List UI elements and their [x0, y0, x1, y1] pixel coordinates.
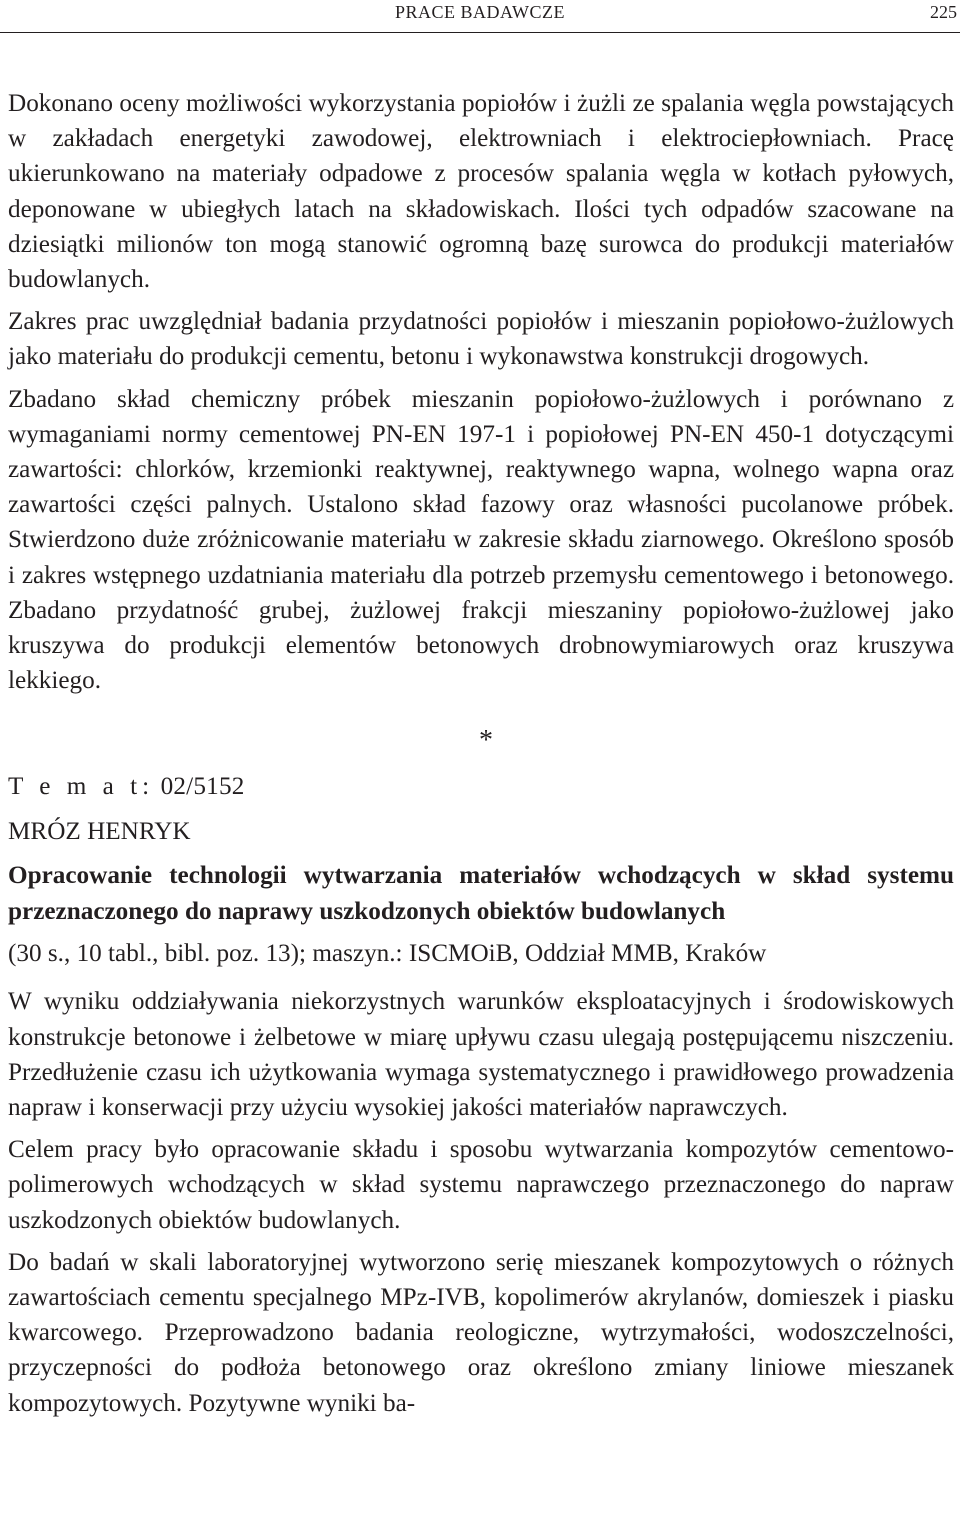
entry-paragraph-3: Do badań w skali laboratoryjnej wytworzono serię mieszanek kompozytowych o różnych zawartościach cementu specjalnego MPz-IVB, kopolimerów akrylanów, domieszek i piasku kwarcowego. Przeprowadzono badania reologiczne, wytrzymałości, wodoszczelności, przyczepności do podłoża betonowego oraz określono zmiany liniowe mieszanek kompozytowych. Pozytywne wyniki ba-: [8, 1248, 954, 1417]
topic-line: [8, 764, 954, 810]
author-name: MRÓZ HENRYK: [8, 818, 191, 846]
running-title: PRACE BADAWCZE: [394, 2, 566, 22]
intro-paragraph-3: Zbadano skład chemiczny próbek mieszanin popiołowo-żużlowych i porównano z wymaganiami normy cementowej PN-EN 197-1 i popiołowej PN-EN 450-1 dotyczącymi zawartości: chlorków, krzemionki reaktywnej, reaktywnego wapna, wolnego wapna oraz zawartości części palnych. Ustalono skład fazowy oraz własności pucolanowe próbek. Stwierdzono duże zróżnicowanie materiału w zakresie składu ziarnowego. Określono sposób i zakres wstępnego uzdatniania materiału dla potrzeb przemysłu cementowego i betonowego. Zbadano przydatność grubej, żużlowej frakcji mieszaniny popiołowo-żużlowej jako kruszywa do produkcji elementów betonowych drobnowymiarowych oraz kruszywa lekkiego.: [8, 385, 954, 695]
page-number: 225: [930, 2, 957, 22]
entry-paragraph-1: W wyniku oddziaływania niekorzystnych warunków eksploatacyjnych i środowiskowych konstrukcje betonowe i żelbetowe w miarę upływu czasu ulegają postępującemu niszczeniu. Przedłużenie czasu ich użytkowania wymaga systematycznego i prawidłowego prowadzenia napraw i konserwacji przy użyciu wysokiej jakości materiałów naprawczych.: [8, 988, 954, 1122]
intro-paragraph-2: Zakres prac uwzględniał badania przydatności popiołów i mieszanin popiołowo-żużlowych jako materiału do produkcji cementu, betonu i wykonawstwa konstrukcji drogowych.: [8, 308, 954, 371]
entry-paragraph-2: Celem pracy było opracowanie składu i sposobu wytwarzania kompozytów cementowo-polimerowych wchodzących w skład systemu naprawczego przeznaczonego do napraw uszkodzonych obiektów budowlanych.: [8, 1136, 954, 1234]
bibliographic-citation: (30 s., 10 tabl., bibl. poz. 13); maszyn.: ISCMOiB, Oddział MMB, Kraków: [8, 940, 767, 968]
page-body: [8, 86, 954, 1428]
topic-label: T e m a t:: [8, 773, 155, 801]
entry-title: Opracowanie technologii wytwarzania materiałów wchodzących w skład systemu przeznaczonego do naprawy uszkodzonych obiektów budowlanych: [8, 862, 954, 926]
running-header: [0, 0, 960, 33]
topic-number: 02/5152: [160, 773, 245, 801]
section-separator: *: [479, 725, 493, 757]
intro-paragraph-1: Dokonano oceny możliwości wykorzystania popiołów i żużli ze spalania węgla powstających w zakładach energetyki zawodowej, elektrowniach i elektrociepłowniach. Pracę ukierunkowano na materiały odpadowe z procesów spalania węgla w kotłach pyłowych, deponowane w ubiegłych latach na składowiskach. Ilości tych odpadów szacowane na dziesiątki milionów ton mogą stanowić ogromną bazę surowca do produkcji materiałów budowlanych.: [8, 90, 954, 294]
